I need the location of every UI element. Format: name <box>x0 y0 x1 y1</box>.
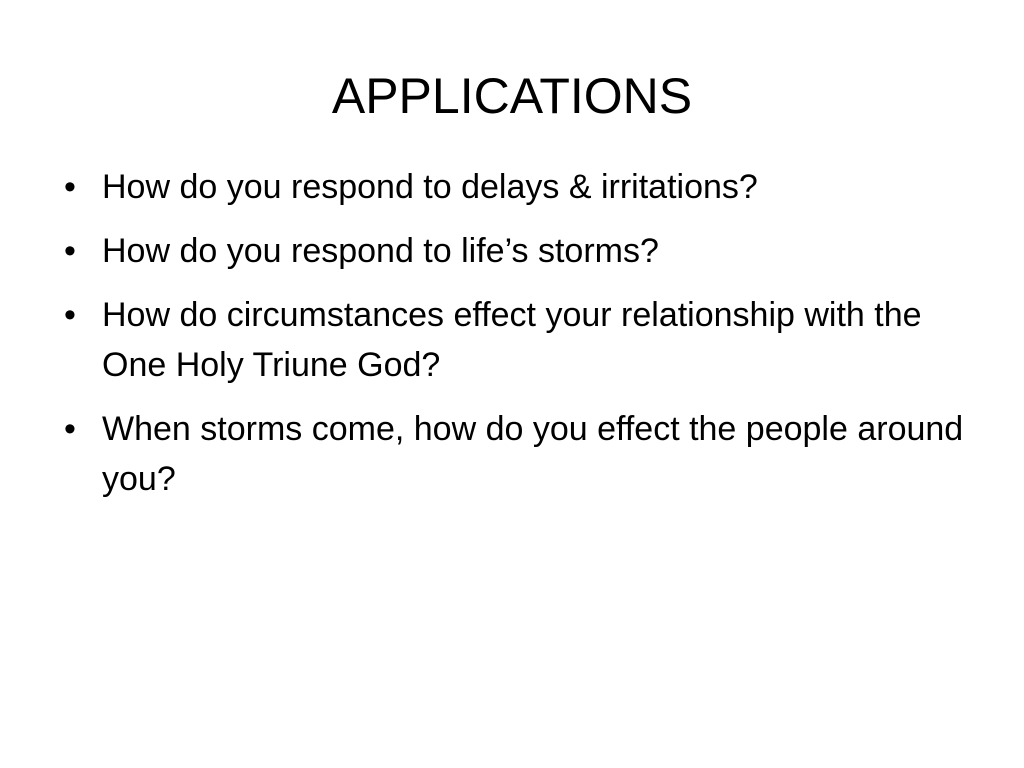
bullet-marker: • <box>64 232 76 270</box>
bullet-text: How do circumstances effect your relationship with the One Holy Triune God? <box>102 296 922 384</box>
bullet-text: How do you respond to delays & irritations? <box>102 168 758 206</box>
bullet-item <box>60 226 980 276</box>
bullet-text: When storms come, how do you effect the people around you? <box>102 410 964 498</box>
bullet-item <box>60 290 980 390</box>
bullet-marker: • <box>64 410 76 448</box>
bullet-marker: • <box>64 296 76 334</box>
bullet-list <box>60 162 980 518</box>
bullet-item <box>60 404 980 504</box>
bullet-marker: • <box>64 168 76 206</box>
slide-title: APPLICATIONS <box>331 68 693 124</box>
bullet-item <box>60 162 980 212</box>
bullet-text: How do you respond to life’s storms? <box>102 232 659 270</box>
